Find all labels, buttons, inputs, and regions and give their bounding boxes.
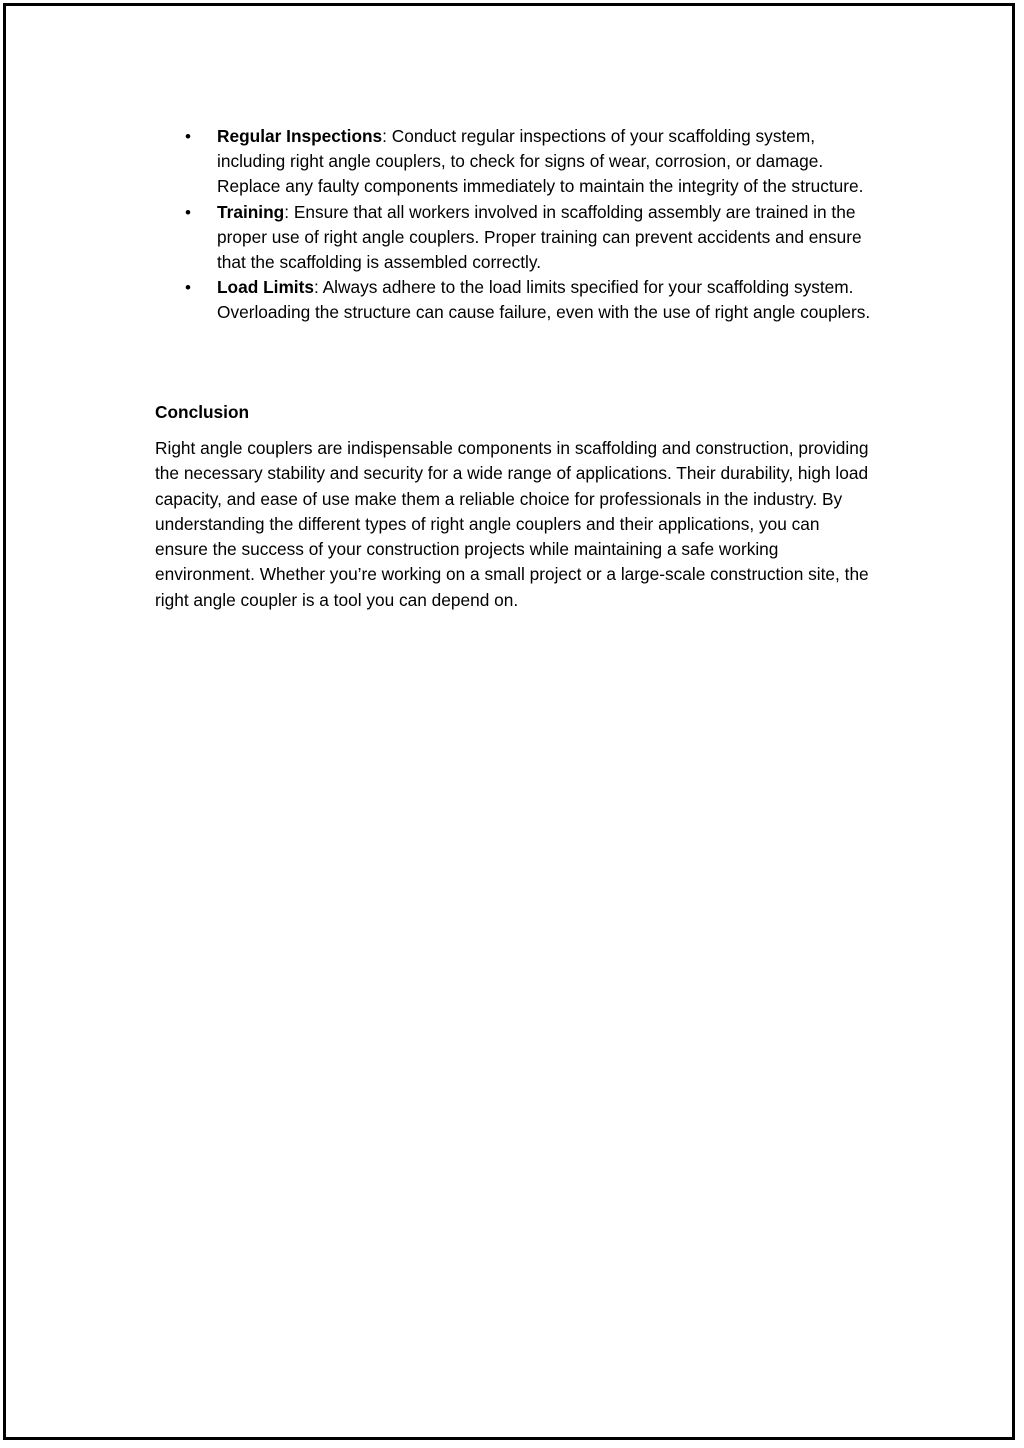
safety-tips-list	[185, 124, 872, 326]
list-item	[185, 275, 872, 325]
list-item-text: : Ensure that all workers involved in scaffolding assembly are trained in the proper use of right angle couplers. Proper training can prevent accidents and ensure that the scaffolding is assembled correctly.	[217, 201, 862, 273]
list-item-text: : Always adhere to the load limits specified for your scaffolding system. Overloading the structure can cause failure, even with the use of right angle couplers.	[217, 277, 871, 323]
list-item-text: : Conduct regular inspections of your scaffolding system, including right angle couplers, to check for signs of wear, corrosion, or damage. Replace any faulty components immediately to maintain the integrity of the structure.	[217, 126, 864, 197]
conclusion-paragraph: Right angle couplers are indispensable components in scaffolding and construction, providing the necessary stability and security for a wide range of applications. Their durability, high load capacity, and ease of use make them a reliable choice for professionals in the industry. By understanding the different types of right angle couplers and their applications, you can ensure the success of your construction projects while maintaining a safe working environment. Whether you’re working on a small project or a large-scale construction site, the right angle coupler is a tool you can depend on.	[155, 438, 869, 610]
bullet-icon: •	[185, 127, 191, 146]
list-item	[185, 200, 872, 276]
list-item	[185, 124, 872, 200]
bullet-icon: •	[185, 278, 191, 298]
list-item-term: Load Limits	[217, 277, 314, 298]
list-item-term: Regular Inspections	[217, 126, 383, 146]
bullet-icon: •	[185, 202, 191, 222]
list-item-term: Training	[217, 201, 285, 222]
conclusion-heading: Conclusion	[155, 402, 250, 422]
